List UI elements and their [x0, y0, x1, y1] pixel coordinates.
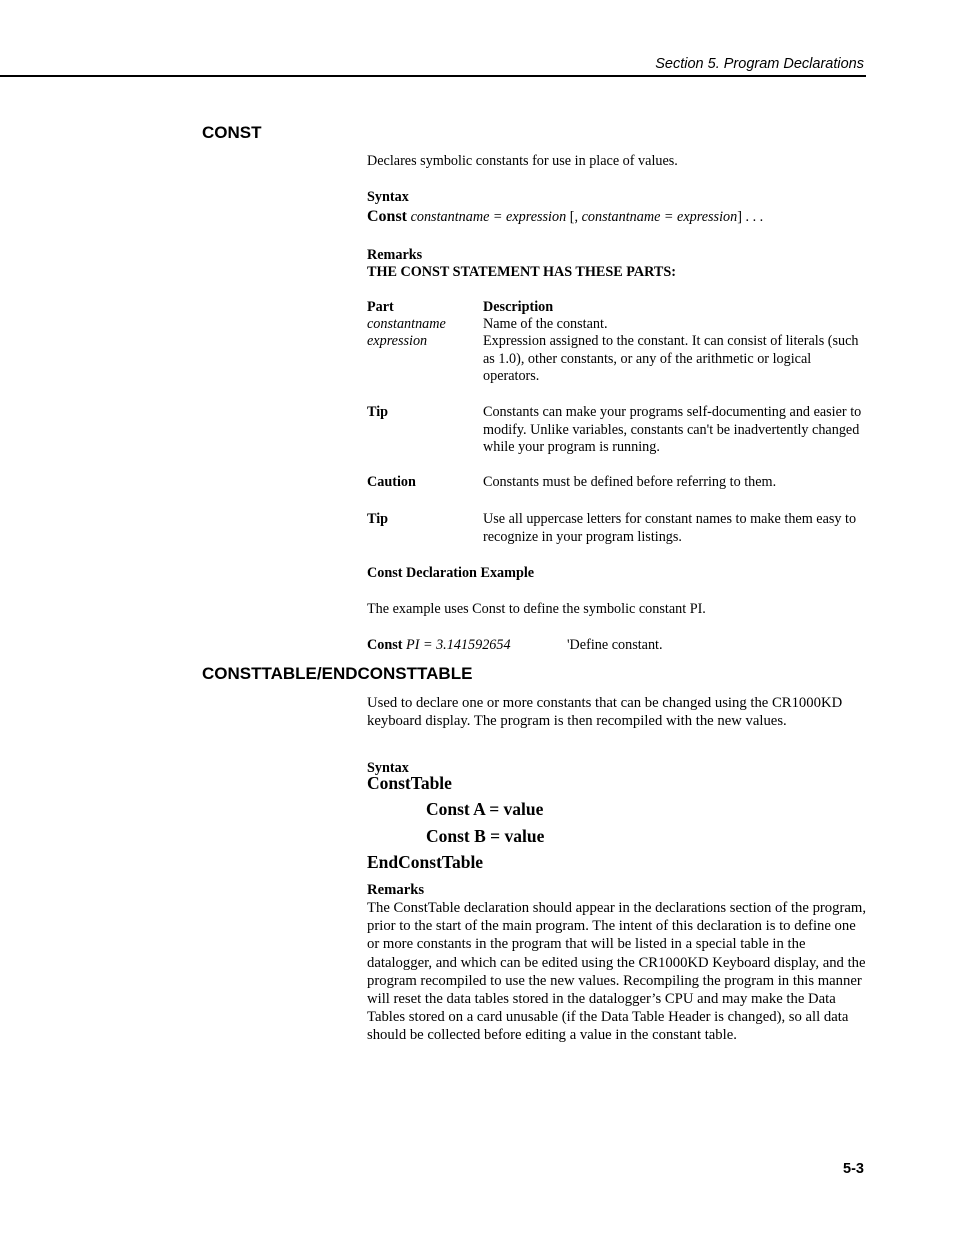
parts-heading: THE CONST STATEMENT HAS THESE PARTS: [367, 264, 676, 280]
syntax-bracket-open: [, [566, 209, 582, 225]
note-text: Constants can make your programs self-documenting and easier to modify. Unlike variables, constants can't be inadvertently changed while your program is running. [483, 404, 862, 455]
table-cell-description: Expression assigned to the constant. It can consist of literals (such as 1.0), other constants, or any of the arithmetic or logical operators. [483, 333, 859, 384]
syntax-line-endconsttable: EndConstTable [367, 852, 484, 872]
syntax-line-const-b: Const B = value [426, 826, 545, 846]
example-code-line [367, 636, 511, 654]
example-expression: PI = 3.141592654 [406, 637, 511, 653]
consttable-remarks: The ConstTable declaration should appear in the declarations section of the program, prior to the start of the main program. The intent of this declaration is to define one or more constants in the program that will be listed in a special table in the datalogger, and which can be edited using the CR1000KD Keyboard display, and the program recompiled to use the new values. Recompiling the program in this manner will reset the data tables stored in the datalogger’s CPU and may make the Data Tables stored on a card unusable (if the Data Table Header is changed), so all data should be collected before editing a value in the constant table. [367, 900, 866, 1044]
syntax-line-consttable: ConstTable [367, 773, 452, 793]
const-intro: Declares symbolic constants for use in place of values. [367, 153, 678, 169]
syntax-label: Syntax [367, 189, 409, 205]
section-heading-const: CONST [202, 123, 262, 142]
remarks-label: Remarks [367, 247, 423, 263]
table-cell-part: expression [367, 333, 428, 349]
syntax-bracket-close: ] . . . [737, 209, 764, 225]
syntax-label: Syntax [367, 760, 409, 776]
example-comment: 'Define constant. [567, 637, 663, 653]
syntax-keyword: Const [367, 208, 408, 225]
caution-label: Caution [367, 474, 416, 490]
note-label: Tip [367, 511, 389, 527]
example-heading: Const Declaration Example [367, 565, 535, 581]
header-rule [0, 75, 866, 77]
caution-text: Constants must be defined before referring to them. [483, 474, 777, 490]
syntax-line-const-a: Const A = value [426, 799, 544, 819]
section-heading-consttable: CONSTTABLE/ENDCONSTTABLE [202, 664, 473, 683]
example-text: The example uses Const to define the symbolic constant PI. [367, 601, 706, 617]
table-header-description: Description [483, 299, 554, 315]
consttable-intro: Used to declare one or more constants that can be changed using the CR1000KD keyboard display. The program is then recompiled with the new values. [367, 695, 843, 730]
remarks-label: Remarks [367, 882, 425, 898]
syntax-arg: constantname = expression [581, 209, 738, 225]
const-syntax-line [367, 208, 763, 226]
table-header-part: Part [367, 299, 394, 315]
syntax-arg: constantname = expression [410, 209, 567, 225]
table-cell-description: Name of the constant. [483, 316, 608, 332]
running-head: Section 5. Program Declarations [655, 56, 864, 72]
example-keyword: Const [367, 637, 403, 653]
note-label: Tip [367, 404, 389, 420]
table-cell-part: constantname [367, 316, 446, 332]
page-number: 5-3 [843, 1161, 864, 1177]
note-text: Use all uppercase letters for constant names to make them easy to recognize in your program listings. [483, 511, 857, 545]
